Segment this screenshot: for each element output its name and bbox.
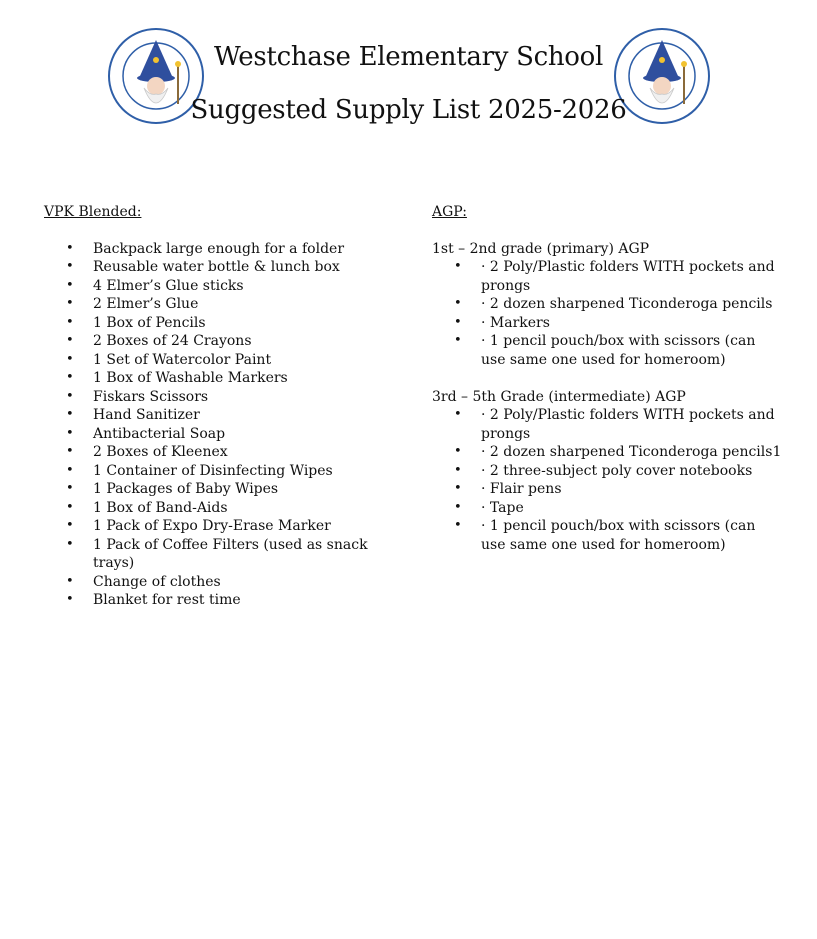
- list-item: • · 2 Poly/Plastic folders WITH pockets and prongs: [432, 258, 782, 295]
- agp-primary-group: [432, 240, 782, 370]
- agp-intermediate-list: [432, 406, 782, 554]
- list-item: • · Tape: [432, 499, 782, 518]
- list-item: • Reusable water bottle & lunch box: [44, 258, 374, 277]
- list-item: • · 1 pencil pouch/box with scissors (can use same one used for homeroom): [432, 332, 782, 369]
- list-item: • 1 Set of Watercolor Paint: [44, 351, 374, 370]
- agp-heading: AGP:: [432, 204, 467, 220]
- list-item: • Blanket for rest time: [44, 591, 374, 610]
- vpk-heading: VPK Blended:: [44, 204, 142, 220]
- list-item: • 1 Pack of Expo Dry-Erase Marker: [44, 517, 374, 536]
- school-name-title: Westchase Elementary School: [213, 42, 604, 72]
- list-item: • · 2 three-subject poly cover notebooks: [432, 462, 782, 481]
- list-item: • 4 Elmer’s Glue sticks: [44, 277, 374, 296]
- list-item: • · 2 dozen sharpened Ticonderoga pencils: [432, 295, 782, 314]
- document-header: [0, 0, 817, 140]
- supply-list-title: Suggested Supply List 2025-2026: [190, 95, 627, 125]
- agp-intermediate-group: [432, 388, 782, 555]
- agp-primary-list: [432, 258, 782, 369]
- list-item: • 1 Packages of Baby Wipes: [44, 480, 374, 499]
- list-item: • · Markers: [432, 314, 782, 333]
- list-item: • · 1 pencil pouch/box with scissors (can use same one used for homeroom): [432, 517, 782, 554]
- list-item: • 1 Container of Disinfecting Wipes: [44, 462, 374, 481]
- agp-column: [432, 203, 782, 573]
- list-item: • 1 Box of Washable Markers: [44, 369, 374, 388]
- list-item: • 1 Pack of Coffee Filters (used as snack trays): [44, 536, 374, 573]
- list-item: • 2 Boxes of 24 Crayons: [44, 332, 374, 351]
- list-item: • 1 Box of Pencils: [44, 314, 374, 333]
- vpk-supply-list: [44, 240, 374, 610]
- list-item: • Antibacterial Soap: [44, 425, 374, 444]
- agp-primary-title: 1st – 2nd grade (primary) AGP: [432, 240, 650, 257]
- list-item: • 1 Box of Band-Aids: [44, 499, 374, 518]
- list-item: • Backpack large enough for a folder: [44, 240, 374, 259]
- list-item: • · 2 Poly/Plastic folders WITH pockets and prongs: [432, 406, 782, 443]
- agp-intermediate-title: 3rd – 5th Grade (intermediate) AGP: [432, 388, 686, 405]
- list-item: • 2 Boxes of Kleenex: [44, 443, 374, 462]
- list-item: • · Flair pens: [432, 480, 782, 499]
- list-item: • Hand Sanitizer: [44, 406, 374, 425]
- list-item: • 2 Elmer’s Glue: [44, 295, 374, 314]
- vpk-column: [44, 203, 374, 610]
- list-item: • Change of clothes: [44, 573, 374, 592]
- list-item: • · 2 dozen sharpened Ticonderoga pencils1: [432, 443, 782, 462]
- list-item: • Fiskars Scissors: [44, 388, 374, 407]
